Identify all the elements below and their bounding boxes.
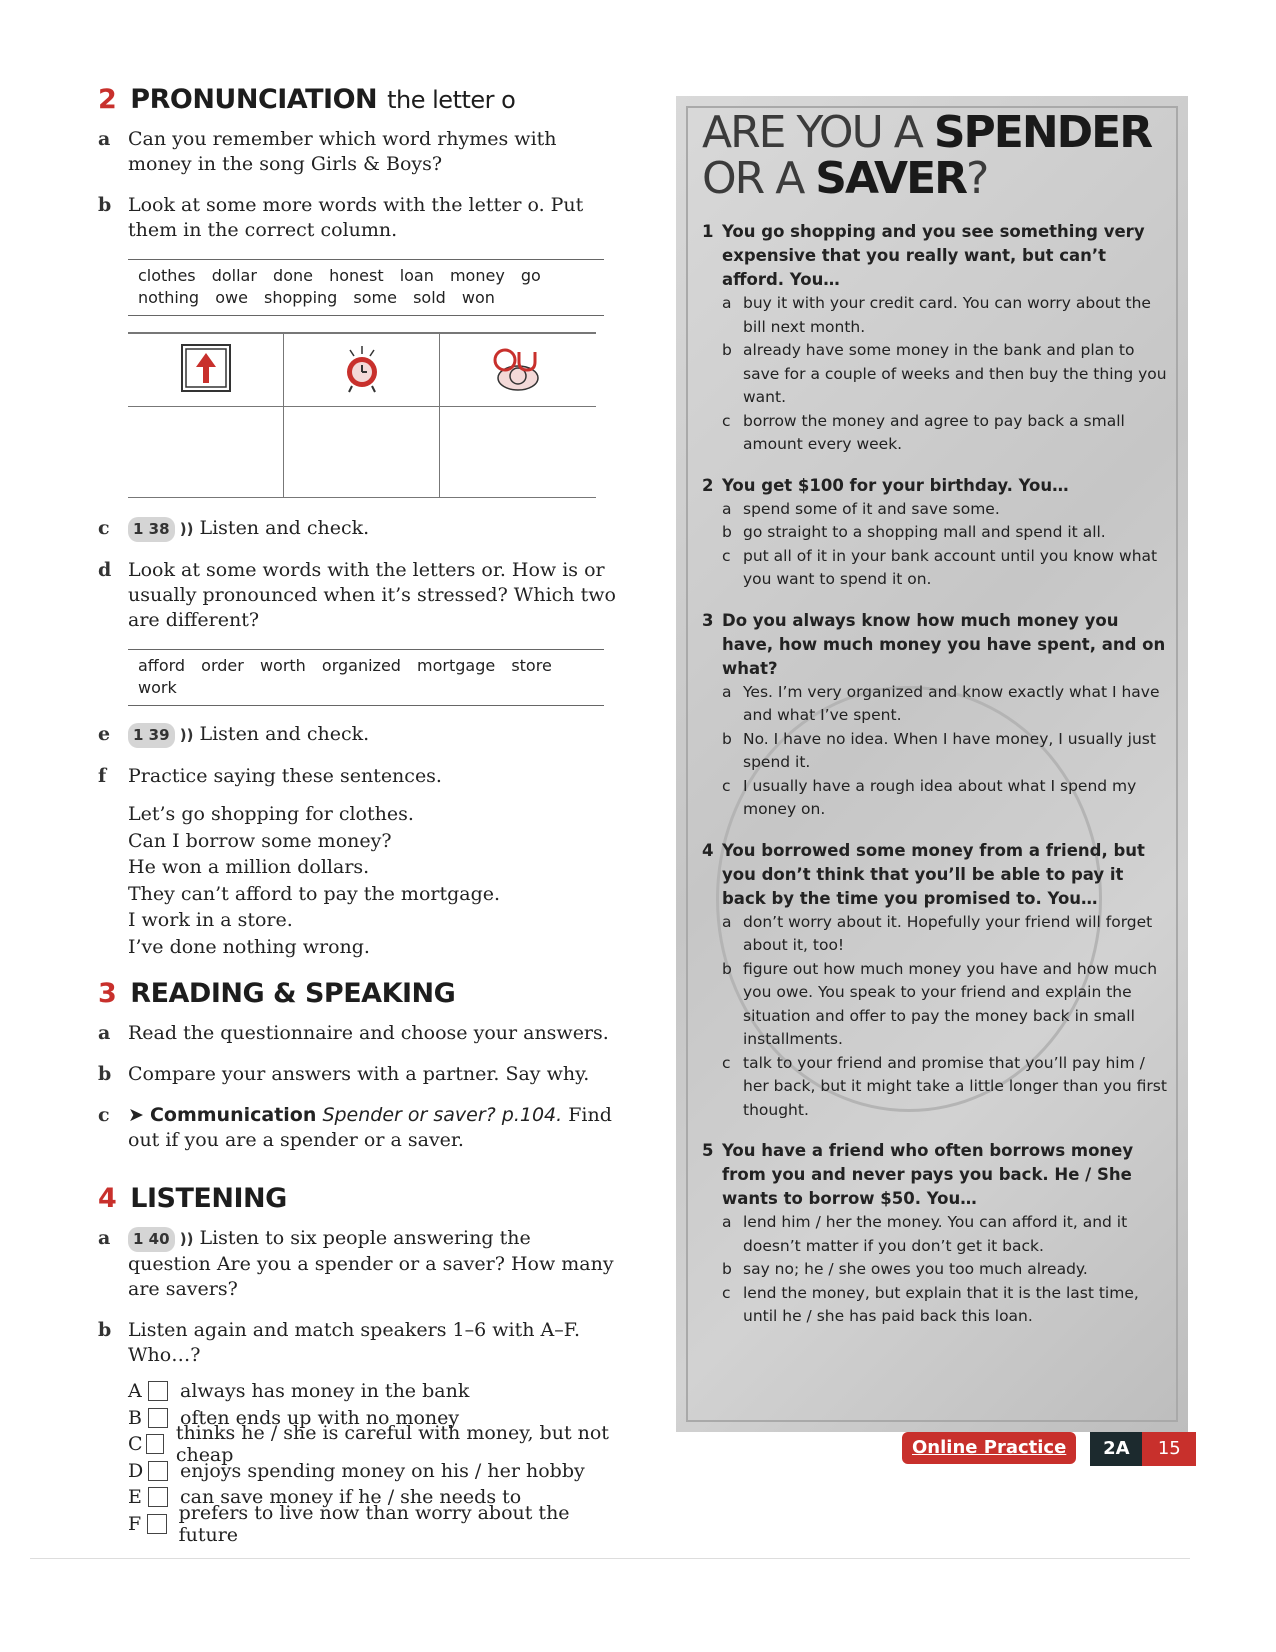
section-number: 2	[98, 84, 117, 115]
match-text: prefers to live now than worry about the future	[178, 1501, 570, 1546]
word: shopping	[264, 288, 338, 307]
sound-columns-table	[128, 332, 596, 498]
match-row	[128, 1501, 618, 1546]
clock-icon	[340, 342, 384, 394]
sound-cell	[128, 333, 284, 407]
spacer	[702, 457, 1172, 474]
item-text: Listen again and match speakers 1–6 with A–F. Who…?	[128, 1319, 581, 1366]
item-text: Can you remember which word rhymes with money in the song Girls & Boys?	[128, 128, 557, 175]
item-text: Compare your answers with a partner. Say why.	[128, 1063, 590, 1085]
word: clothes	[138, 266, 196, 285]
exercise-item	[98, 764, 618, 789]
answer-cell[interactable]	[284, 407, 440, 498]
section-title: READING & SPEAKING	[130, 978, 456, 1009]
match-row	[128, 1458, 618, 1485]
word: won	[461, 288, 495, 307]
item-text: Read the questionnaire and choose your answers.	[128, 1022, 609, 1044]
title-part: ?	[966, 153, 988, 204]
question-number: 3	[702, 610, 714, 630]
question-heading	[702, 839, 1172, 911]
section-heading	[98, 978, 618, 1009]
title-part: OR A	[702, 153, 816, 204]
word: afford	[138, 656, 186, 675]
word: sold	[413, 288, 446, 307]
question-text: You borrowed some money from a friend, but you don’t think that you’ll be able to pay it back by the time you promised to. You…	[722, 840, 1145, 908]
matching-list	[128, 1378, 618, 1546]
section-heading	[98, 1183, 618, 1214]
answer-option[interactable]	[722, 498, 1172, 522]
word: some	[353, 288, 397, 307]
answer-option[interactable]	[722, 545, 1172, 592]
match-letter: A	[128, 1380, 142, 1403]
option-text: lend him / her the money. You can afford it, and it doesn’t matter if you don’t get it back.	[743, 1213, 1128, 1255]
question-text: You get $100 for your birthday. You…	[722, 475, 1069, 495]
item-letter: b	[98, 1063, 112, 1085]
match-row	[128, 1378, 618, 1405]
question-text: Do you always know how much money you have, how much money you have spent, and on what?	[722, 610, 1166, 678]
match-text: thinks he / she is careful with money, but not cheap	[175, 1422, 609, 1467]
title-part: SAVER	[815, 153, 967, 204]
spacer	[702, 592, 1172, 609]
match-text: always has money in the bank	[180, 1380, 470, 1403]
answer-checkbox[interactable]	[148, 1408, 168, 1428]
question-number: 1	[702, 222, 714, 241]
word: go	[520, 266, 541, 285]
sound-cell	[284, 333, 440, 407]
item-letter: c	[98, 1104, 110, 1126]
answer-option[interactable]	[722, 1258, 1172, 1282]
option-text: lend the money, but explain that it is the last time, until he / she has paid back this loan.	[743, 1283, 1139, 1325]
word-box	[128, 259, 604, 316]
exercise-item	[98, 722, 618, 748]
option-text: buy it with your credit card. You can worry about the bill next month.	[743, 294, 1151, 336]
practice-sentences	[128, 801, 618, 960]
word: loan	[399, 266, 434, 285]
sentence: I work in a store.	[128, 909, 293, 931]
option-text: borrow the money and agree to pay back a small amount every week.	[743, 411, 1125, 453]
word: work	[138, 678, 177, 697]
option-letter: a	[722, 499, 732, 518]
question-heading	[702, 474, 1172, 498]
answer-option[interactable]	[722, 911, 1172, 958]
answer-cell[interactable]	[440, 407, 596, 498]
sentence: He won a million dollars.	[128, 856, 370, 878]
match-text: enjoys spending money on his / her hobby	[180, 1459, 585, 1482]
item-letter: c	[98, 517, 110, 539]
item-text: Find out if you are a spender or a saver.	[128, 1104, 612, 1151]
sentence: They can’t afford to pay the mortgage.	[128, 882, 501, 905]
sound-cell	[440, 333, 596, 407]
word: nothing	[138, 288, 200, 307]
questionnaire-content	[702, 106, 1172, 1346]
option-text: go straight to a shopping mall and spend it all.	[743, 523, 1106, 541]
answer-option[interactable]	[722, 292, 1172, 339]
item-text: Practice saying these sentences.	[128, 765, 442, 787]
option-text: don’t worry about it. Hopefully your friend will forget about it, too!	[743, 912, 1153, 954]
question-block	[702, 220, 1172, 474]
item-letter: a	[98, 1022, 111, 1044]
answer-checkbox[interactable]	[147, 1514, 166, 1534]
item-letter: e	[98, 723, 111, 745]
section-title: PRONUNCIATION	[130, 84, 378, 115]
item-letter: f	[98, 765, 107, 787]
match-letter: C	[128, 1433, 143, 1456]
word: owe	[215, 288, 248, 307]
left-column	[98, 84, 618, 1546]
word: mortgage	[417, 656, 496, 675]
question-number: 2	[702, 475, 714, 495]
audio-track-number: 1 38	[128, 517, 175, 542]
spacer	[702, 1122, 1172, 1139]
match-row	[128, 1422, 618, 1467]
word: order	[201, 656, 244, 675]
word: organized	[321, 656, 401, 675]
answer-option[interactable]	[722, 1211, 1172, 1258]
question-block	[702, 1139, 1172, 1346]
question-text: You go shopping and you see something very expensive that you really want, but can’t afford. You…	[722, 222, 1145, 289]
answer-option[interactable]	[722, 958, 1172, 1052]
page-footer	[902, 1432, 1196, 1466]
answer-checkbox[interactable]	[148, 1487, 168, 1507]
unit-label: 2A	[1090, 1432, 1142, 1466]
item-letter: b	[98, 1319, 112, 1341]
answer-option[interactable]	[722, 1052, 1172, 1123]
question-heading	[702, 609, 1172, 681]
word: worth	[259, 656, 306, 675]
sentence: Let’s go shopping for clothes.	[128, 803, 414, 825]
sentence: Can I borrow some money?	[128, 829, 392, 852]
item-text: Listen and check.	[199, 517, 370, 539]
divider	[30, 1558, 1190, 1559]
option-text: I usually have a rough idea about what I spend my money on.	[743, 776, 1137, 818]
match-letter: F	[128, 1512, 142, 1535]
option-text: No. I have no idea. When I have money, I usually just spend it.	[743, 729, 1156, 771]
option-letter: c	[722, 776, 731, 795]
option-letter: a	[722, 294, 732, 312]
word-line	[138, 287, 594, 309]
option-letter: b	[722, 523, 732, 541]
match-letter: B	[128, 1406, 142, 1429]
item-text: Look at some more words with the letter o. Put them in the correct column.	[128, 194, 584, 241]
up-arrow-icon	[180, 343, 232, 393]
word: dollar	[211, 266, 257, 285]
item-letter: b	[98, 194, 112, 216]
match-letter: E	[128, 1486, 142, 1509]
item-letter: d	[98, 559, 112, 581]
answer-option[interactable]	[722, 339, 1172, 410]
option-text: talk to your friend and promise that you’ll pay him / her back, but it might take a little longer than you first thought.	[743, 1053, 1167, 1119]
question-number: 4	[702, 840, 714, 860]
question-text: You have a friend who often borrows money from you and never pays you back. He / She wants to borrow $50. You…	[722, 1141, 1134, 1208]
option-text: spend some of it and save some.	[743, 499, 1000, 518]
communication-link[interactable]: Spender or saver? p.104.	[322, 1104, 563, 1126]
option-letter: a	[722, 1213, 732, 1231]
question-heading	[702, 220, 1172, 292]
section-subtitle: the letter o	[387, 86, 516, 114]
match-letter: D	[128, 1459, 144, 1482]
item-text: Listen to six people answering the question Are you a spender or a saver? How many are savers?	[128, 1227, 614, 1300]
option-letter: b	[722, 959, 732, 978]
exercise-item	[98, 1021, 618, 1046]
phone-icon	[489, 344, 547, 392]
option-text: figure out how much money you have and how much you owe. You speak to your friend and explain the situation and offer to pay the money back in small installments.	[743, 959, 1158, 1048]
question-block	[702, 839, 1172, 1140]
word: done	[273, 266, 313, 285]
title-part: SPENDER	[933, 107, 1152, 158]
answer-option[interactable]	[722, 775, 1172, 822]
word-box-or	[128, 649, 604, 706]
audio-track-badge[interactable]: 1 39 ))	[128, 723, 193, 748]
option-text: put all of it in your bank account until you know what you want to spend it on.	[743, 546, 1158, 588]
answer-checkbox[interactable]	[148, 1461, 168, 1481]
option-letter: b	[722, 341, 732, 359]
option-text: say no; he / she owes you too much already.	[743, 1260, 1088, 1278]
online-practice-link[interactable]: Online Practice	[902, 1432, 1076, 1464]
arrow-icon: ➤	[128, 1104, 144, 1126]
word: store	[511, 656, 552, 675]
option-letter: c	[722, 1053, 731, 1072]
answer-option[interactable]	[722, 521, 1172, 545]
item-text: Listen and check.	[199, 723, 370, 745]
option-letter: c	[722, 1283, 731, 1302]
answer-cell[interactable]	[128, 407, 284, 498]
audio-track-badge[interactable]: 1 38 ))	[128, 517, 193, 542]
answer-option[interactable]	[722, 1282, 1172, 1329]
answer-option[interactable]	[722, 681, 1172, 728]
match-text: can save money if he / she needs to	[180, 1486, 522, 1509]
question-block	[702, 609, 1172, 839]
section-number: 4	[98, 1183, 117, 1214]
question-block	[702, 474, 1172, 609]
exercise-item	[98, 1103, 618, 1153]
answer-checkbox[interactable]	[146, 1434, 164, 1454]
item-letter: a	[98, 128, 111, 150]
match-text: often ends up with no money	[180, 1406, 460, 1429]
answer-checkbox[interactable]	[148, 1381, 168, 1401]
exercise-item	[98, 558, 618, 633]
option-text: Yes. I’m very organized and know exactly what I have and what I’ve spent.	[743, 682, 1160, 724]
section-number: 3	[98, 978, 117, 1009]
exercise-item	[98, 127, 618, 177]
question-list	[702, 220, 1172, 1346]
audio-track-badge[interactable]: 1 40 ))	[128, 1227, 193, 1252]
word-line	[138, 265, 594, 287]
option-letter: a	[722, 682, 732, 701]
exercise-item	[98, 1226, 618, 1302]
question-number: 5	[702, 1141, 714, 1160]
answer-option[interactable]	[722, 728, 1172, 775]
page-number: 15	[1142, 1432, 1196, 1466]
exercise-item	[98, 516, 618, 542]
communication-label: Communication	[149, 1104, 317, 1126]
section-heading	[98, 84, 618, 115]
title-part: ARE YOU A	[702, 107, 934, 158]
exercise-item	[98, 1062, 618, 1087]
word: money	[449, 266, 505, 285]
option-letter: b	[722, 1260, 732, 1278]
audio-track-number: 1 39	[128, 723, 175, 748]
question-heading	[702, 1139, 1172, 1211]
option-letter: a	[722, 912, 732, 931]
section-title: LISTENING	[130, 1183, 287, 1214]
word: honest	[329, 266, 384, 285]
sentence: I’ve done nothing wrong.	[128, 935, 370, 958]
option-letter: c	[722, 546, 731, 565]
exercise-item	[98, 193, 618, 243]
item-text: Look at some words with the letters or. How is or usually pronounced when it’s stressed? Which two are different?	[128, 559, 616, 631]
item-letter: a	[98, 1227, 111, 1249]
option-letter: b	[722, 729, 732, 748]
option-letter: c	[722, 411, 731, 430]
exercise-item	[98, 1318, 618, 1368]
answer-option[interactable]	[722, 410, 1172, 457]
spacer	[702, 1329, 1172, 1346]
spacer	[702, 822, 1172, 839]
questionnaire-title	[702, 107, 1172, 204]
questionnaire-panel	[676, 96, 1188, 1432]
audio-track-number: 1 40	[128, 1227, 175, 1252]
option-text: already have some money in the bank and plan to save for a couple of weeks and then buy the thing you want.	[743, 341, 1167, 406]
